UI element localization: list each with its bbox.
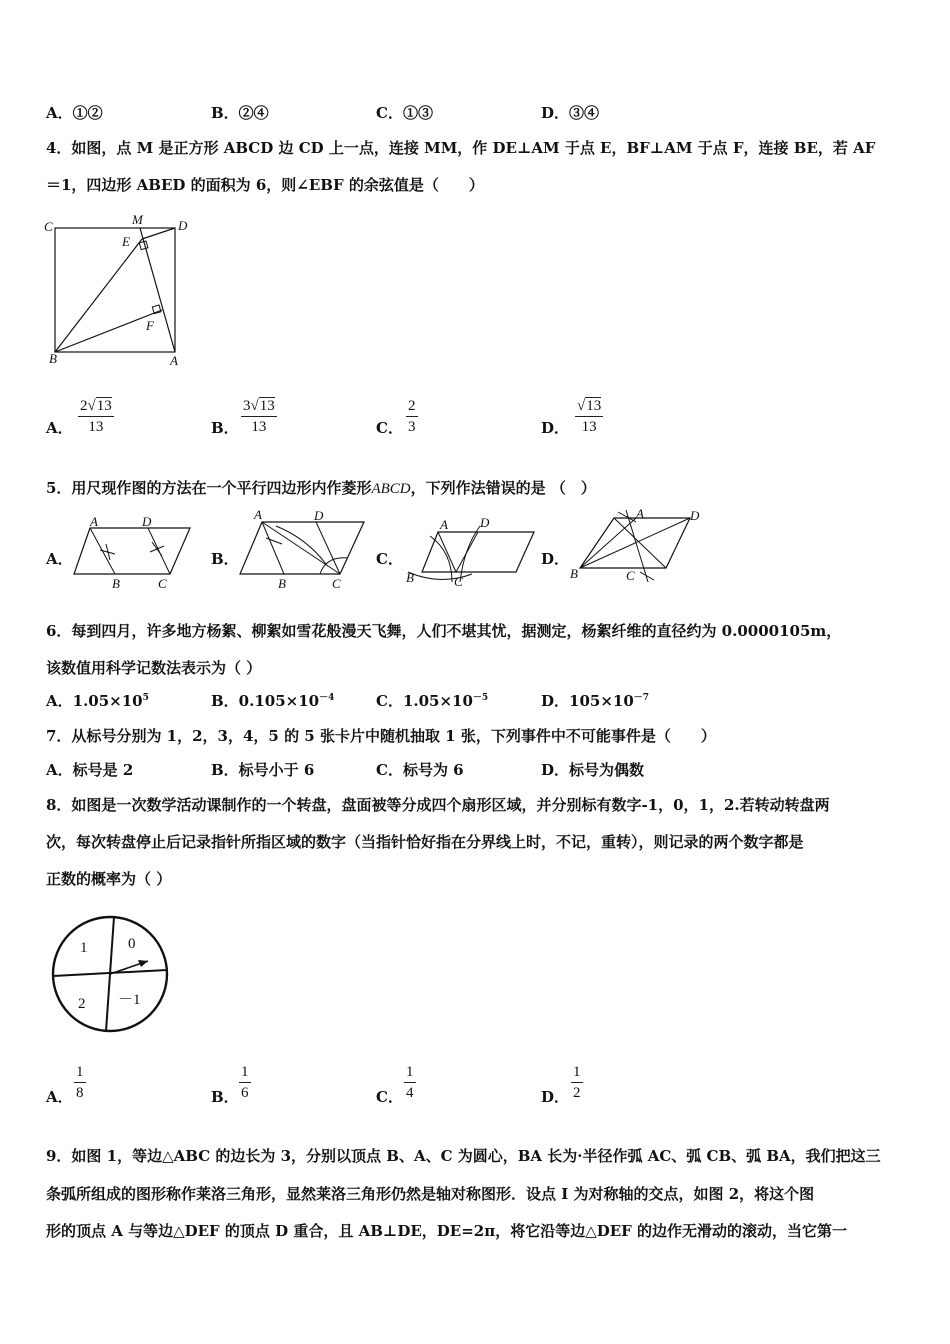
q6-option-a-exp: 5	[142, 693, 149, 703]
q8-text-line2: 次，每次转盘停止后记录指针所指区域的数字（当指针恰好指在分界线上时，不记，重转），则记录的两个数字都是	[46, 833, 804, 851]
q5d-label-c: C	[626, 568, 635, 583]
q5a-label-d: D	[142, 514, 152, 529]
q4-label-b: B	[49, 351, 57, 366]
q5c-label-b: B	[406, 570, 414, 585]
q5-text-post: ，下列作法错误的是 （ ）	[410, 479, 596, 497]
q7-text-line1: 7．从标号分别为 1，2，3，4，5 的 5 张卡片中随机抽取 1 张，下列事件中不可能事件是（ ）	[46, 727, 716, 745]
q8-text-line1: 8．如图是一次数学活动课制作的一个转盘，盘面被等分成四个扇形区域，并分别标有数字-1，0，1，2.若转动转盘两	[46, 796, 830, 814]
q7-option-b[interactable]: B．标号小于 6	[211, 761, 315, 779]
q5-figure-a	[70, 512, 195, 592]
q5a-label-a: A	[90, 514, 98, 529]
q5d-label-a: A	[636, 506, 644, 521]
q8-option-b-den: 6	[241, 1085, 249, 1101]
q4-option-d-letter[interactable]: D．	[541, 419, 570, 437]
q4-option-c-fraction[interactable]	[406, 396, 418, 437]
q4-option-a-letter[interactable]: A．	[46, 419, 73, 437]
q6-options	[46, 690, 766, 714]
q4-label-m: M	[132, 212, 143, 227]
q7-option-d[interactable]: D．标号为偶数	[541, 761, 645, 779]
q8-option-a-fraction[interactable]	[74, 1062, 86, 1103]
q8-option-b-fraction[interactable]	[239, 1062, 251, 1103]
q5c-label-d: D	[480, 515, 490, 530]
q5-text-math: ABCD	[371, 481, 411, 497]
q6-option-a-base: A．1.05×10	[46, 692, 143, 710]
q4-option-b-fraction[interactable]: $\frac{3√13}{13}$	[243, 398, 275, 435]
q9-text-line2: 条弧所组成的图形称作莱洛三角形，显然莱洛三角形仍然是轴对称图形．设点 I 为对称轴的交点，如图 2，将这个图	[46, 1185, 815, 1203]
q6-option-b[interactable]	[211, 690, 334, 711]
q4-label-a: A	[170, 353, 178, 368]
q5-option-a-letter[interactable]: A．	[46, 550, 73, 568]
q5-figure-c	[400, 512, 540, 592]
q5-text-pre: 5．用尺现作图的方法在一个平行四边形内作菱形	[46, 479, 372, 497]
q3-options	[46, 102, 766, 126]
q5c-label-c: C	[454, 574, 463, 589]
q4-text-line2: ＝1，四边形 ABED 的面积为 6，则∠EBF 的余弦值是（ ）	[46, 176, 484, 194]
q9-text-line3: 形的顶点 A 与等边△DEF 的顶点 D 重合，且 AB⊥DE，DE=2π，将它沿等边△DEF 的边作无滑动的滚动，当它第一	[46, 1222, 848, 1240]
q5b-label-c: C	[332, 576, 341, 591]
q8-sector-label-1: 1	[80, 940, 88, 956]
q8-sector-label-0: 0	[128, 936, 136, 952]
q8-option-c-den: 4	[406, 1085, 414, 1101]
q9-text-line1: 9．如图 1，等边△ABC 的边长为 3，分别以顶点 B、A、C 为圆心，BA 长为·半径作弧 AC、弧 CB、弧 BA，我们把这三	[46, 1147, 881, 1165]
q6-option-d-exp: －7	[633, 693, 650, 703]
q8-option-d-fraction[interactable]	[571, 1062, 583, 1103]
q4-label-c: C	[44, 219, 53, 234]
q8-sector-label-neg1: －1	[118, 992, 141, 1008]
q4-option-a-den: 13	[88, 419, 104, 435]
q5d-label-b: B	[570, 566, 578, 581]
q8-option-d-letter[interactable]: D．	[541, 1088, 570, 1106]
q7-option-a[interactable]: A．标号是 2	[46, 761, 134, 779]
q8-option-c-fraction[interactable]	[404, 1062, 416, 1103]
q4-square-figure	[40, 210, 200, 370]
q5-option-d-letter[interactable]: D．	[541, 550, 570, 568]
q4-option-a-fraction[interactable]: $\frac{2√13}{13}$	[80, 398, 112, 435]
q5-figure-d	[566, 504, 716, 592]
q4-option-b-den: 13	[251, 419, 267, 435]
q6-option-b-base: B．0.105×10	[211, 692, 320, 710]
q4-option-d-radicand: 13	[586, 398, 602, 414]
q4-label-e: E	[122, 234, 130, 249]
q3-option-b[interactable]: B．②④	[211, 104, 269, 122]
q8-option-d-den: 2	[573, 1085, 581, 1101]
q5-option-b-letter[interactable]: B．	[211, 550, 239, 568]
q4-label-d: D	[178, 218, 188, 233]
q6-option-c[interactable]	[376, 690, 488, 711]
q6-text-line1: 6．每到四月，许多地方杨絮、柳絮如雪花般漫天飞舞，人们不堪其忧，据测定，杨絮纤维的直径约为 0.0000105m，	[46, 622, 842, 640]
q4-text-line1: 4．如图，点 M 是正方形 ABCD 边 CD 上一点，连接 MM，作 DE⊥AM 于点 E，BF⊥AM 于点 F，连接 BE，若 AF	[46, 139, 876, 157]
q4-option-a-coef: 2	[80, 398, 88, 414]
q6-text-line2: 该数值用科学记数法表示为（ ）	[46, 659, 262, 677]
q4-option-a-radicand: 13	[96, 398, 112, 414]
q4-option-d-den: 13	[581, 419, 597, 435]
q8-spinner-figure	[48, 912, 172, 1036]
q4-option-b-letter[interactable]: B．	[211, 419, 239, 437]
q6-option-d-base: D．105×10	[541, 692, 634, 710]
q6-option-c-exp: －5	[472, 693, 489, 703]
q5b-label-a: A	[254, 508, 262, 522]
q5a-label-c: C	[158, 576, 167, 591]
q3-option-a[interactable]: A．①②	[46, 104, 103, 122]
q6-option-a[interactable]	[46, 690, 149, 711]
q5a-label-b: B	[112, 576, 120, 591]
q5c-label-a: A	[440, 517, 448, 532]
q4-option-b-radicand: 13	[259, 398, 275, 414]
q5b-label-b: B	[278, 576, 286, 591]
q5-figure-b	[236, 508, 368, 594]
q5-text-line1	[46, 477, 596, 498]
q5b-label-d: D	[314, 508, 324, 523]
q5-option-c-letter[interactable]: C．	[376, 550, 403, 568]
q8-option-a-den: 8	[76, 1085, 84, 1101]
q5d-label-d: D	[690, 508, 700, 523]
q8-option-a-num: 1	[74, 1062, 86, 1083]
q8-option-d-num: 1	[571, 1062, 583, 1083]
q4-label-f: F	[146, 318, 154, 333]
q4-option-d-fraction[interactable]: $\frac{√13}{13}$	[577, 398, 602, 435]
q8-option-b-num: 1	[239, 1062, 251, 1083]
q4-option-b-coef: 3	[243, 398, 251, 414]
q4-option-c-letter[interactable]: C．	[376, 419, 403, 437]
q6-option-c-base: C．1.05×10	[376, 692, 473, 710]
q3-option-d[interactable]: D．③④	[541, 104, 600, 122]
q6-option-d[interactable]	[541, 690, 649, 711]
q8-option-c-num: 1	[404, 1062, 416, 1083]
q3-option-c[interactable]: C．①③	[376, 104, 433, 122]
q8-option-c-letter[interactable]: C．	[376, 1088, 403, 1106]
q8-sector-label-2: 2	[78, 996, 86, 1012]
q7-options	[46, 759, 766, 783]
q4-option-c-den: 3	[408, 419, 416, 435]
q4-option-c-num: 2	[406, 396, 418, 417]
q8-option-b-letter[interactable]: B．	[211, 1088, 239, 1106]
q6-option-b-exp: －4	[319, 693, 335, 703]
q8-text-line3: 正数的概率为（ ）	[46, 870, 172, 888]
q7-option-c[interactable]: C．标号为 6	[376, 761, 464, 779]
q8-option-a-letter[interactable]: A．	[46, 1088, 73, 1106]
